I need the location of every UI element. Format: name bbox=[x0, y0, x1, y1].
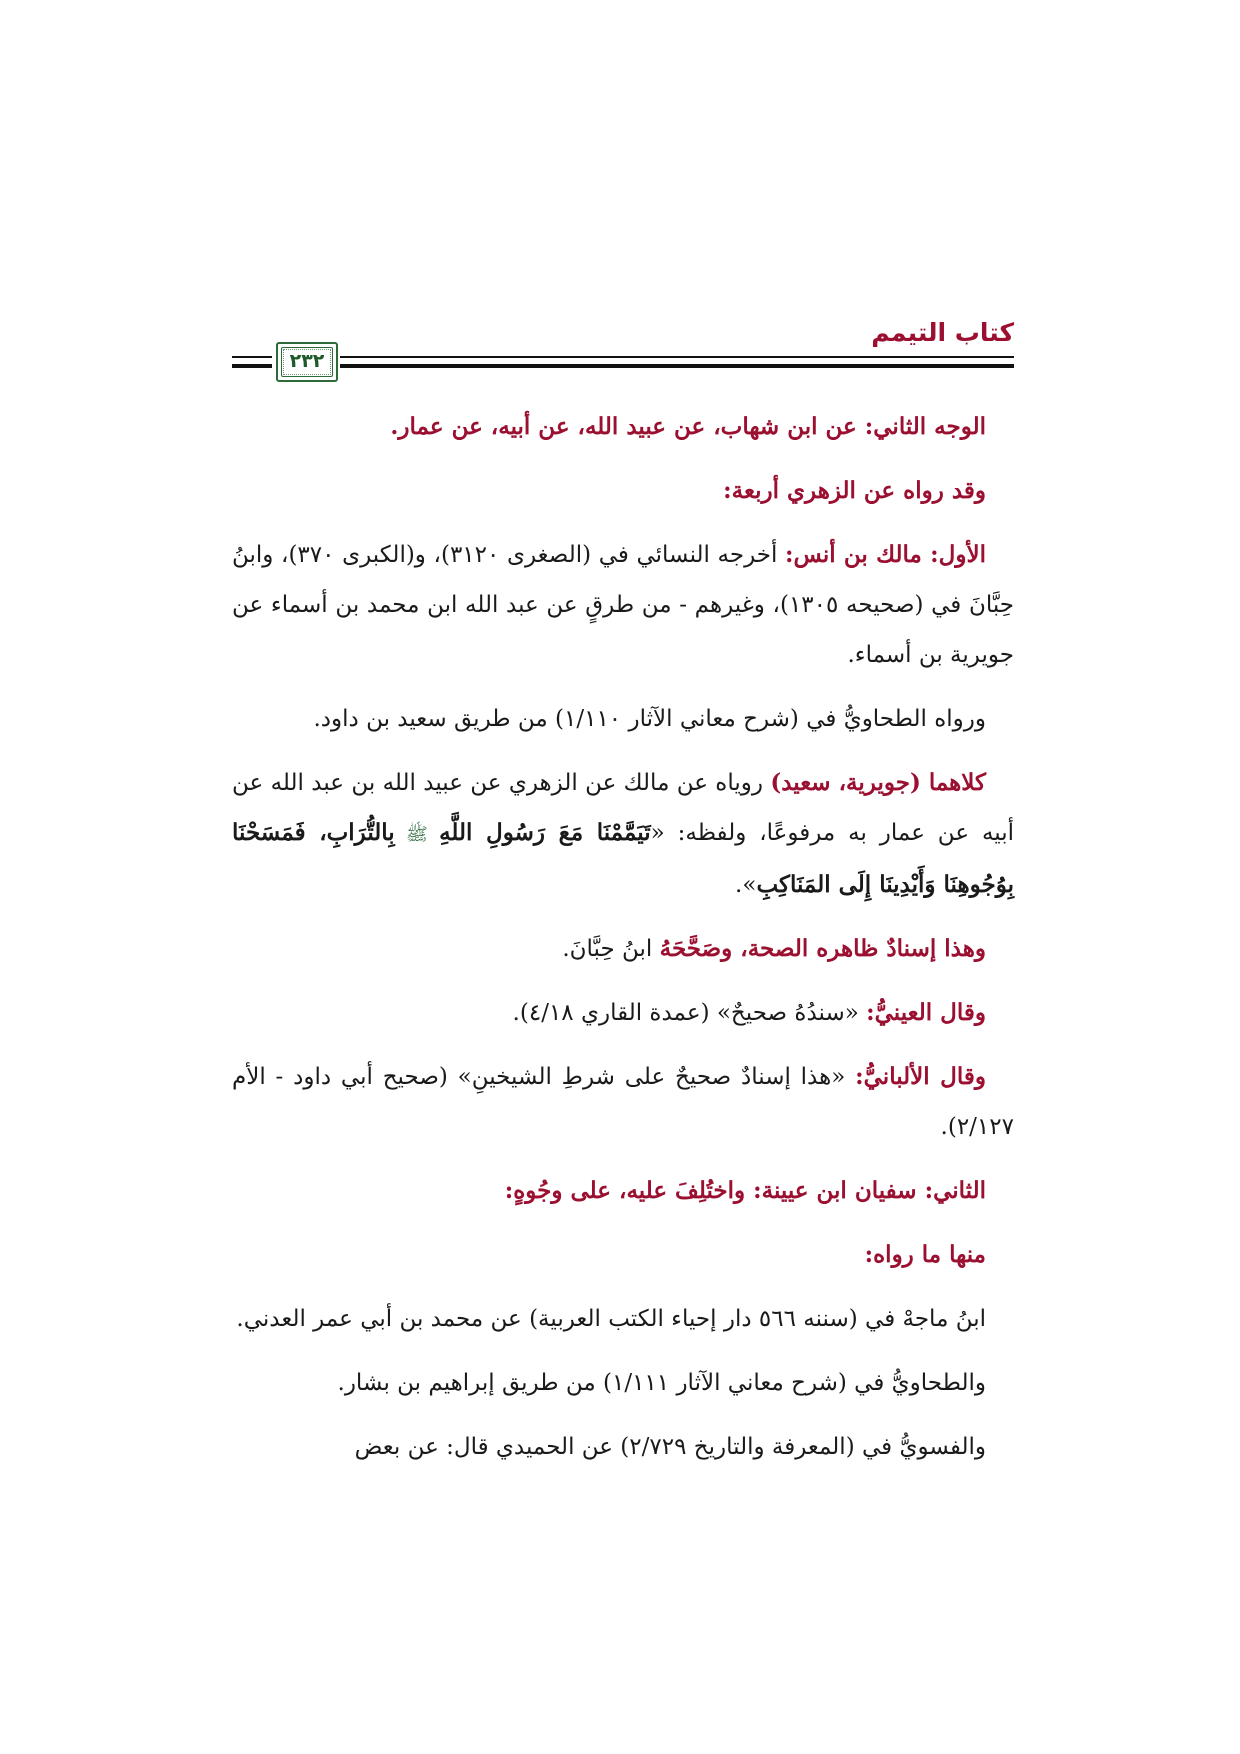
chapter-title: كتاب التيمم bbox=[871, 318, 1014, 347]
paragraph-8 bbox=[232, 1052, 1014, 1152]
paragraph-2 bbox=[232, 466, 1014, 516]
paragraph-10 bbox=[232, 1230, 1014, 1280]
header-rule-left-bottom bbox=[232, 364, 272, 368]
header-rule-top bbox=[340, 356, 1014, 358]
paragraph-4 bbox=[232, 694, 1014, 744]
paragraph-12-text: والطحاويُّ في (شرح معاني الآثار ١/١١١) من طريق إبراهيم بن بشار. bbox=[337, 1370, 986, 1396]
paragraph-3 bbox=[232, 530, 1014, 680]
paragraph-13-text: والفسويُّ في (المعرفة والتاريخ ٢/٧٢٩) عن الحميدي قال: عن بعض bbox=[354, 1434, 986, 1460]
paragraph-10-heading: منها ما رواه: bbox=[864, 1241, 986, 1268]
paragraph-4-text: ورواه الطحاويُّ في (شرح معاني الآثار ١/١١٠) من طريق سعيد بن داود. bbox=[313, 706, 986, 732]
header-rule-left-top bbox=[232, 356, 272, 358]
paragraph-7-heading: وقال العينيُّ: bbox=[866, 999, 986, 1026]
hadith-text-2: بِالتُّرَابِ، فَمَسَحْنَا بِوُجُوهِنَا وَأَيْدِينَا إِلَى المَنَاكِبِ bbox=[232, 819, 1014, 898]
paragraph-9 bbox=[232, 1166, 1014, 1216]
paragraph-6 bbox=[232, 924, 1014, 974]
paragraph-5-text: روياه عن مالك عن الزهري عن عبيد الله بن عبد الله عن أبيه عن عمار به مرفوعًا، ولفظه: « bbox=[232, 770, 1015, 846]
paragraph-6-text: ابنُ حِبَّانَ. bbox=[562, 936, 660, 962]
paragraph-8-text: «هذا إسنادٌ صحيحٌ على شرطِ الشيخينِ» (صحيح أبي داود - الأم ٢/١٢٧). bbox=[232, 1064, 1014, 1140]
paragraph-8-heading: وقال الألبانيُّ: bbox=[855, 1063, 986, 1090]
paragraph-3-text: أخرجه النسائي في (الصغرى ٣١٢٠)، و(الكبرى ٣٧٠)، وابنُ حِبَّانَ في (صحيحه ١٣٠٥)، وغيرهم - من طرقٍ عن عبد الله ابن محمد بن أسماء عن جويرية بن أسماء. bbox=[232, 542, 1015, 668]
page-header bbox=[232, 312, 1014, 390]
paragraph-1 bbox=[232, 402, 1014, 452]
salawat-glyph: ﷺ bbox=[394, 824, 440, 845]
paragraph-11-text: ابنُ ماجهْ في (سننه ٥٦٦ دار إحياء الكتب العربية) عن محمد بن أبي عمر العدني. bbox=[236, 1306, 986, 1332]
paragraph-6-heading: وهذا إسنادٌ ظاهره الصحة، وصَحَّحَهُ bbox=[659, 935, 986, 962]
paragraph-5-tail: ». bbox=[735, 872, 757, 898]
paragraph-1-heading: الوجه الثاني: عن ابن شهاب، عن عبيد الله، عن أبيه، عن عمار. bbox=[390, 413, 986, 440]
paragraph-7 bbox=[232, 988, 1014, 1038]
paragraph-5-heading: كلاهما (جويرية، سعيد) bbox=[770, 769, 986, 796]
paragraph-2-heading: وقد رواه عن الزهري أربعة: bbox=[723, 477, 986, 504]
page-number: ٢٣٢ bbox=[289, 350, 325, 372]
paragraph-11 bbox=[232, 1294, 1014, 1344]
header-rule-bottom bbox=[340, 364, 1014, 368]
paragraph-9-heading: الثاني: سفيان ابن عيينة: واختُلِفَ عليه، على وجُوهٍ: bbox=[504, 1177, 986, 1204]
paragraph-3-heading: الأول: مالك بن أنس: bbox=[785, 541, 986, 568]
paragraph-13 bbox=[232, 1422, 1014, 1472]
page-body bbox=[232, 402, 1014, 1486]
page-number-frame bbox=[276, 342, 338, 382]
hadith-text-1: تَيَمَّمْنَا مَعَ رَسُولِ اللَّهِ bbox=[439, 819, 651, 846]
paragraph-5 bbox=[232, 758, 1014, 910]
paragraph-12 bbox=[232, 1358, 1014, 1408]
paragraph-7-text: «سندُهُ صحيحٌ» (عمدة القاري ٤/١٨). bbox=[512, 1000, 867, 1026]
